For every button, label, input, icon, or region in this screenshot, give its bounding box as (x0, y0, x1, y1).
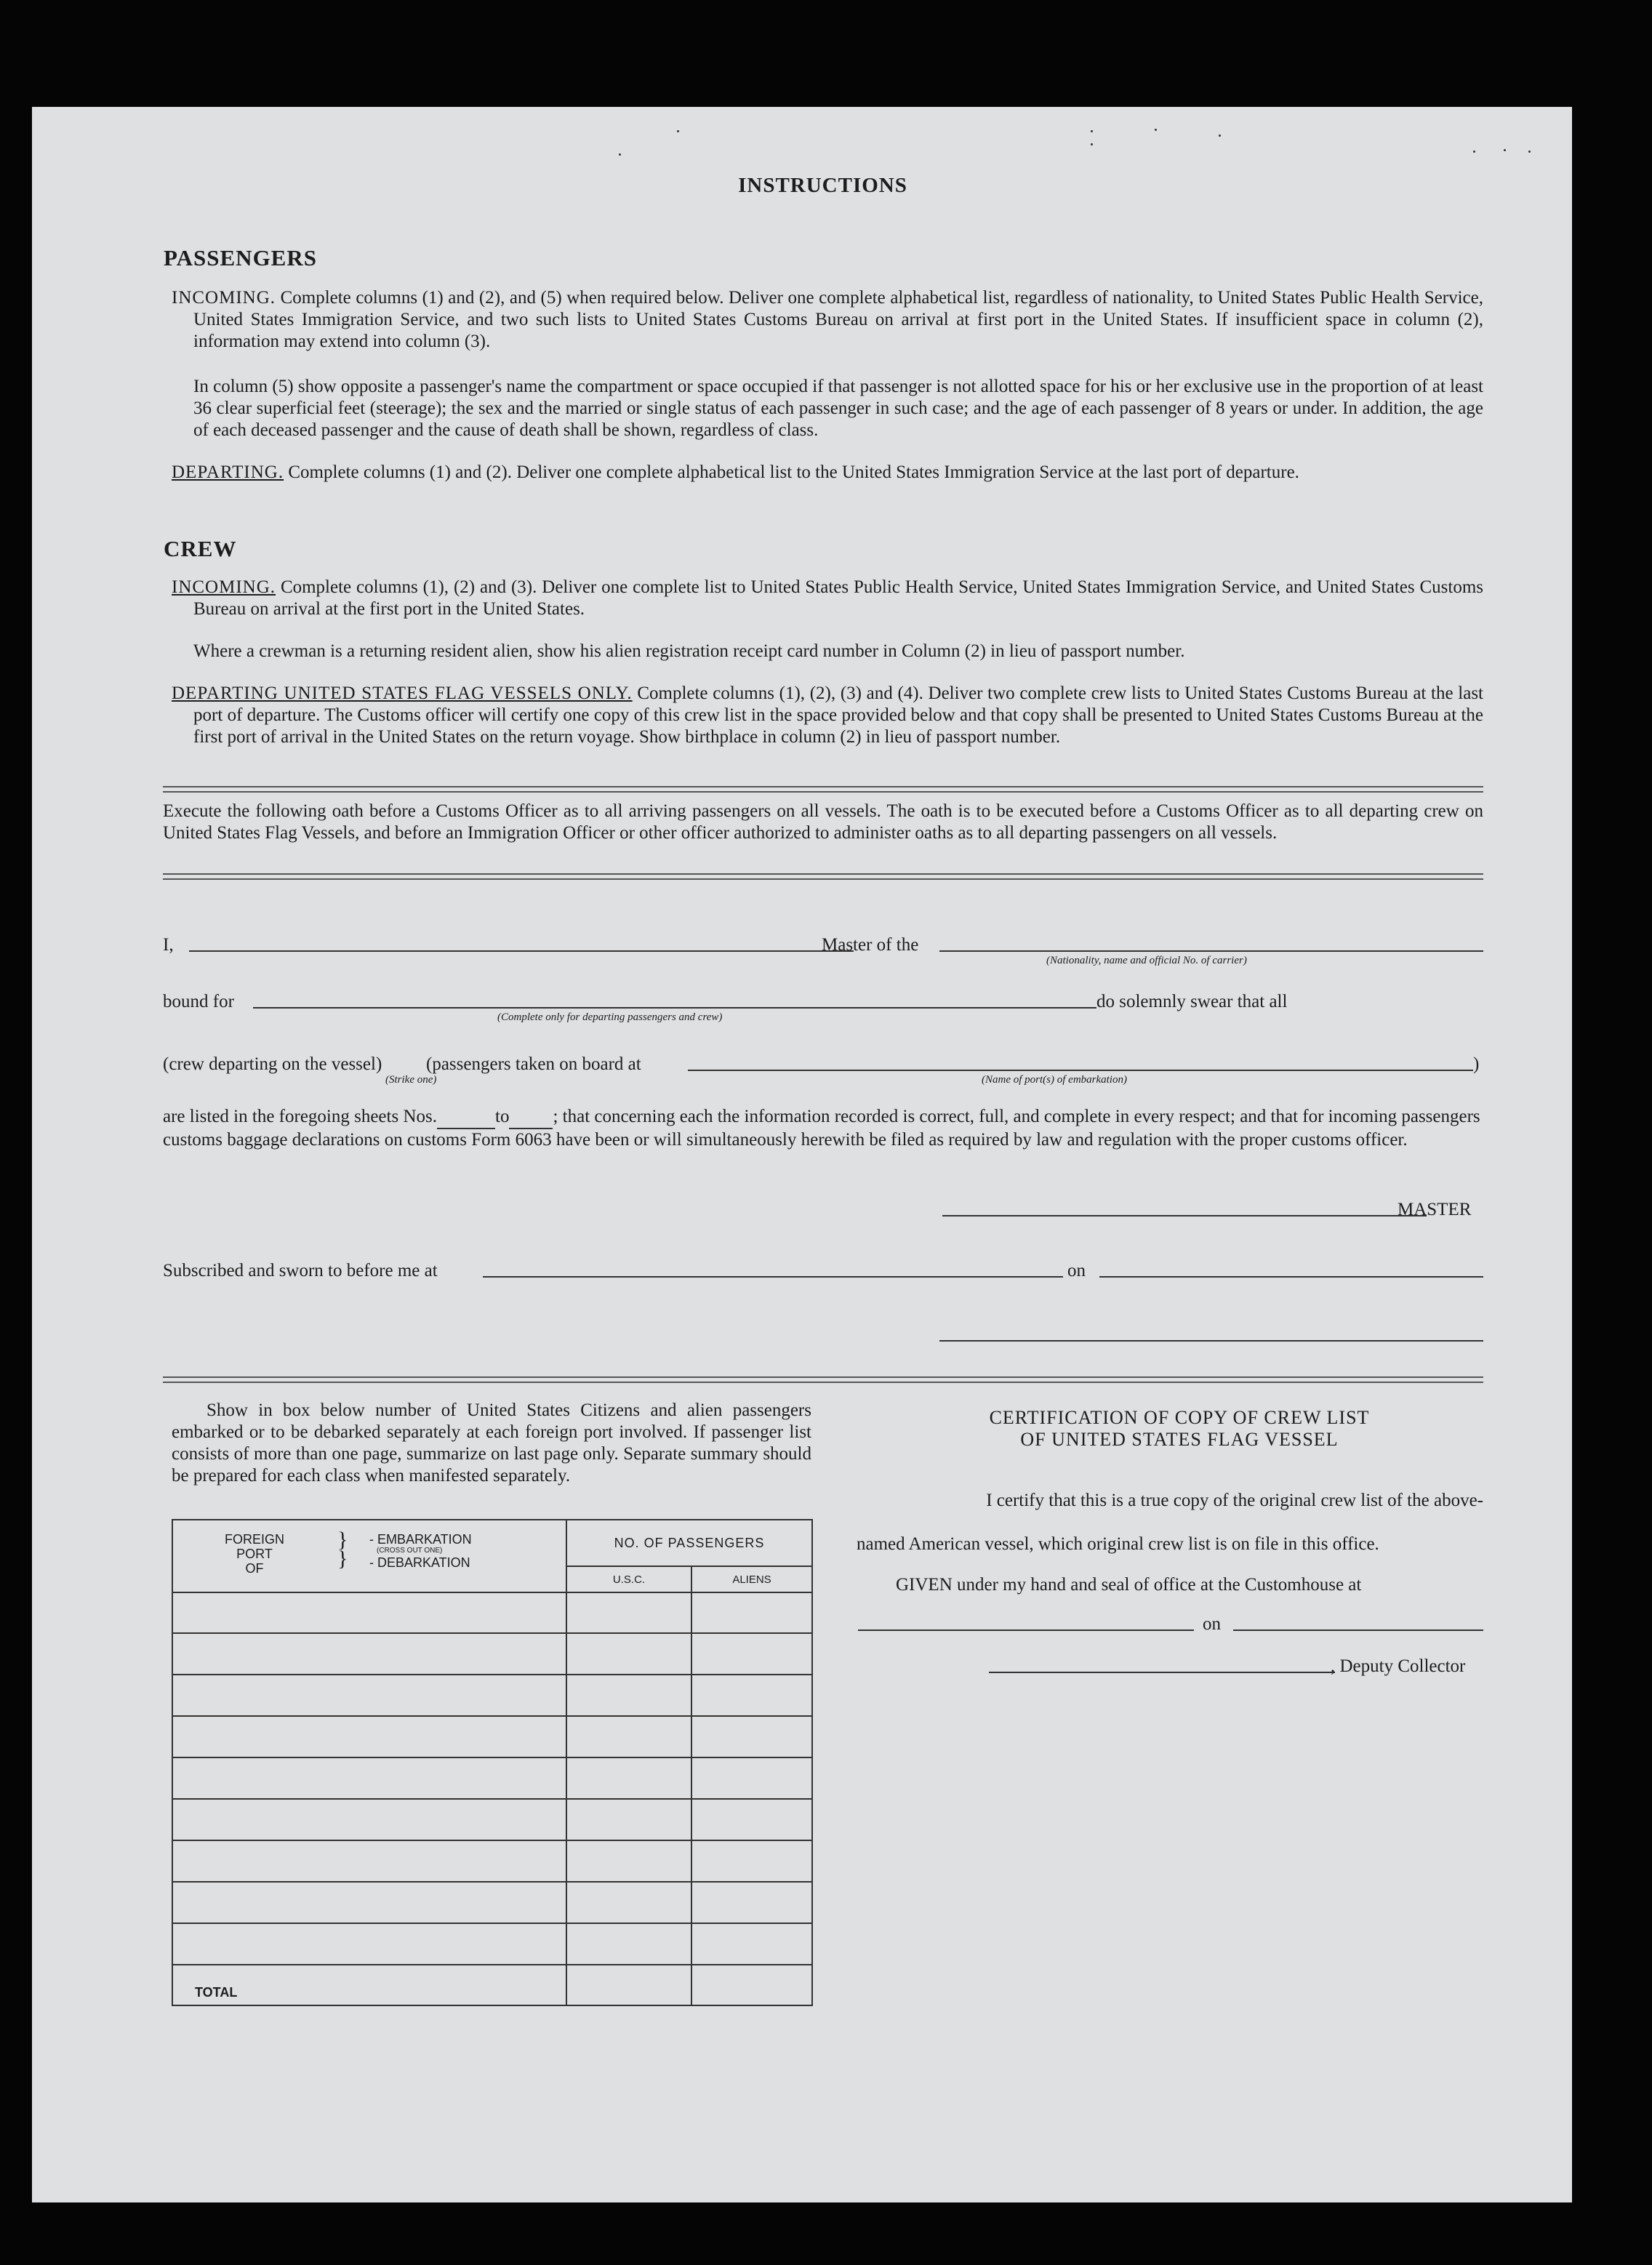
usc-cell[interactable] (566, 1757, 691, 1799)
passengers-departing-paragraph (172, 462, 1483, 484)
passengers-incoming-text: Complete columns (1) and (2), and (5) when required below. Deliver one complete alphabetical list, regardless of nationality, to United States Public Health Service, United States Immigration Service, and two such lists to United States Customs Bureau on arrival at first port in the United States. If insufficient space in column (2), information may extend into column (3). (193, 288, 1484, 351)
scan-speck (677, 130, 679, 132)
master-of-the-label: Master of the (822, 935, 919, 955)
certification-heading-line-1: CERTIFICATION OF COPY OF CREW LIST (989, 1407, 1370, 1428)
usc-cell[interactable] (566, 1592, 691, 1633)
listed-text-2: ; that concerning each the information recorded is correct, full, and complete in every respect; and that for incoming passengers customs baggage declarations on customs Form 6063 have been or will simultaneously herewith be filed as required by law and regulation with the proper customs officer. (163, 1107, 1480, 1150)
table-row[interactable] (172, 1592, 812, 1633)
bound-for-field[interactable] (253, 1007, 1096, 1009)
usc-header: U.S.C. (566, 1566, 691, 1592)
usc-cell[interactable] (566, 1923, 691, 1965)
usc-cell[interactable] (566, 1882, 691, 1923)
cross-out-label: (CROSS OUT ONE) (377, 1547, 443, 1555)
oath-i-label: I, (163, 935, 174, 955)
port-cell[interactable] (172, 1675, 566, 1716)
sworn-location-field[interactable] (483, 1276, 1063, 1278)
passengers-heading: PASSENGERS (164, 245, 317, 270)
certify-line-1: I certify that this is a true copy of the original crew list of the above- (986, 1491, 1483, 1510)
table-row[interactable] (172, 1757, 812, 1799)
table-row[interactable] (172, 1882, 812, 1923)
listed-paragraph (163, 1106, 1483, 1151)
given-line: GIVEN under my hand and seal of office at the Customhouse at (896, 1575, 1362, 1595)
table-row[interactable] (172, 1716, 812, 1757)
page-title: INSTRUCTIONS (738, 174, 907, 197)
aliens-header: ALIENS (691, 1566, 812, 1592)
passengers-column5-paragraph: In column (5) show opposite a passenger's name the compartment or space occupied if that passenger is not allotted space for his or her exclusive use in the proportion of at least 36 clear superficial feet (steerage); the sex and the married or single status of each passenger in such case; and the age of each passenger of 8 years or under. In addition, the age of each deceased passenger and the cause of death shall be shown, regardless of class. (193, 377, 1483, 440)
bound-caption: (Complete only for departing passengers and crew) (497, 1011, 723, 1023)
port-cell[interactable] (172, 1633, 566, 1675)
embarkation-port-field[interactable] (688, 1070, 1473, 1071)
brace-icon: } } (337, 1528, 348, 1571)
embarkation-choice[interactable] (369, 1532, 472, 1570)
foreign-port-of (211, 1532, 298, 1576)
subscribed-label: Subscribed and sworn to before me at (163, 1261, 438, 1280)
table-row[interactable] (172, 1799, 812, 1840)
passengers-departing-label: DEPARTING. (172, 462, 284, 482)
certification-date-field[interactable] (1233, 1629, 1483, 1631)
swear-text: do solemnly swear that all (1096, 992, 1288, 1011)
carrier-field[interactable] (939, 950, 1483, 952)
bound-for-label: bound for (163, 992, 234, 1011)
table-row[interactable] (172, 1923, 812, 1965)
total-label: TOTAL (172, 1965, 566, 2005)
usc-cell[interactable] (566, 1633, 691, 1675)
port-cell[interactable] (172, 1592, 566, 1633)
usc-cell[interactable] (566, 1840, 691, 1882)
sheet-to-field[interactable] (509, 1106, 553, 1129)
deputy-signature-field[interactable] (989, 1672, 1335, 1673)
passenger-summary-table (172, 1519, 813, 2006)
port-label: PORT (236, 1547, 273, 1561)
debarkation-label[interactable]: - DEBARKATION (369, 1555, 470, 1570)
crew-returning-paragraph: Where a crewman is a returning resident alien, show his alien registration receipt card number in Column (2) in lieu of passport number. (193, 641, 1185, 661)
scan-speck (1091, 130, 1093, 132)
scan-speck (1473, 151, 1475, 153)
aliens-cell[interactable] (691, 1592, 812, 1633)
port-cell[interactable] (172, 1882, 566, 1923)
usc-total-cell[interactable] (566, 1965, 691, 2005)
crew-departing-text: Complete columns (1), (2), (3) and (4). Deliver two complete crew lists to United States Customs Bureau at the last port of departure. The Customs officer will certify one copy of this crew list in the space provided below and that copy shall be presented to United States Customs Bureau at the first port of arrival in the United States on the return voyage. Show birthplace in column (2) in lieu of passport number. (193, 683, 1483, 747)
double-rule (163, 786, 1483, 793)
master-label: MASTER (1398, 1200, 1472, 1219)
crew-incoming-text: Complete columns (1), (2) and (3). Deliver one complete list to United States Public Health Service, United States Immigration Service, and United States Customs Bureau on arrival at the first port in the United States. (193, 577, 1484, 619)
scan-speck (1091, 143, 1093, 145)
crew-incoming-paragraph (172, 577, 1483, 620)
aliens-cell[interactable] (691, 1882, 812, 1923)
aliens-cell[interactable] (691, 1840, 812, 1882)
listed-text-1: are listed in the foregoing sheets Nos. (163, 1107, 437, 1126)
usc-cell[interactable] (566, 1716, 691, 1757)
aliens-cell[interactable] (691, 1757, 812, 1799)
usc-cell[interactable] (566, 1799, 691, 1840)
scan-speck (619, 153, 621, 156)
embarkation-label[interactable]: - EMBARKATION (369, 1532, 472, 1547)
crew-departing-paragraph (172, 683, 1483, 748)
port-caption: (Name of port(s) of embarkation) (982, 1074, 1127, 1086)
sworn-on-label: on (1067, 1261, 1086, 1280)
table-total-row[interactable] (172, 1965, 812, 2005)
certification-heading-line-2: OF UNITED STATES FLAG VESSEL (1020, 1429, 1339, 1450)
certification-heading (875, 1407, 1483, 1451)
aliens-total-cell[interactable] (691, 1965, 812, 2005)
foreign-label: FOREIGN (224, 1532, 284, 1547)
no-of-passengers-header: NO. OF PASSENGERS (566, 1520, 812, 1566)
table-row[interactable] (172, 1633, 812, 1675)
summary-instructions: Show in box below number of United States Citizens and alien passengers embarked or to be debarked separately at each foreign port involved. If passenger list consists of more than one page, summarize on last page only. Separate summary should be prepared for each class when manifested separately. (172, 1400, 811, 1486)
certification-on-label: on (1203, 1614, 1221, 1634)
passengers-taken-option[interactable]: (passengers taken on board at (426, 1054, 641, 1074)
scan-speck (1528, 151, 1531, 153)
scan-speck (1504, 149, 1506, 151)
close-paren: ) (1473, 1054, 1480, 1074)
port-cell[interactable] (172, 1757, 566, 1799)
form-page (32, 107, 1572, 2202)
master-signature-field[interactable] (942, 1215, 1427, 1216)
scan-speck (1219, 135, 1221, 137)
aliens-cell[interactable] (691, 1633, 812, 1675)
sworn-date-field[interactable] (1099, 1276, 1483, 1278)
usc-cell[interactable] (566, 1675, 691, 1716)
aliens-cell[interactable] (691, 1716, 812, 1757)
carrier-caption: (Nationality, name and official No. of carrier) (1046, 955, 1247, 966)
crew-departing-option[interactable]: (crew departing on the vessel) (163, 1054, 382, 1074)
oath-instructions: Execute the following oath before a Customs Officer as to all arriving passengers on all vessels. The oath is to be executed before a Customs Officer as to all departing crew on United States Flag Vessels, and before an Immigration Officer or other officer authorized to administer oaths as to all departing passengers on all vessels. (163, 801, 1483, 843)
port-cell[interactable] (172, 1799, 566, 1840)
double-rule (163, 873, 1483, 880)
crew-departing-label: DEPARTING UNITED STATES FLAG VESSELS ONLY. (172, 683, 633, 703)
port-header-cell (172, 1520, 566, 1592)
port-cell[interactable] (172, 1840, 566, 1882)
table-row[interactable] (172, 1675, 812, 1716)
master-name-field[interactable] (189, 950, 854, 952)
double-rule (163, 1376, 1483, 1383)
sheet-from-field[interactable] (437, 1106, 495, 1129)
of-label: OF (245, 1561, 264, 1576)
aliens-cell[interactable] (691, 1923, 812, 1965)
table-header-row (172, 1520, 812, 1566)
customhouse-field[interactable] (858, 1629, 1194, 1631)
listed-to: to (495, 1107, 510, 1126)
crew-incoming-label: INCOMING. (172, 577, 276, 597)
passengers-incoming-paragraph (172, 287, 1483, 353)
passengers-incoming-label: INCOMING. (172, 288, 276, 308)
aliens-cell[interactable] (691, 1675, 812, 1716)
table-row[interactable] (172, 1840, 812, 1882)
deputy-collector-label: , Deputy Collector (1331, 1656, 1466, 1676)
certify-line-2: named American vessel, which original crew list is on file in this office. (857, 1534, 1379, 1554)
crew-heading: CREW (164, 536, 237, 561)
strike-one-caption: (Strike one) (385, 1074, 437, 1086)
port-cell[interactable] (172, 1923, 566, 1965)
aliens-cell[interactable] (691, 1799, 812, 1840)
scan-speck (1155, 129, 1157, 131)
port-cell[interactable] (172, 1716, 566, 1757)
passengers-departing-text: Complete columns (1) and (2). Deliver one complete alphabetical list to the United States Immigration Service at the last port of departure. (288, 462, 1299, 482)
officer-signature-field[interactable] (939, 1340, 1483, 1342)
